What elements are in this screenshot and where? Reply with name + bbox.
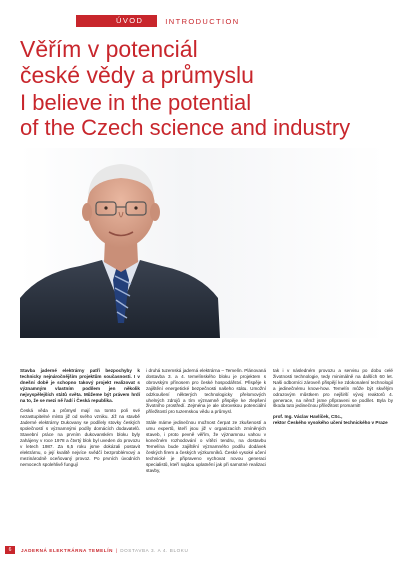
- headline-en-line2: of the Czech science and industry: [20, 115, 351, 140]
- paragraph: i druhá tuzemská jaderná elektrárna – Temelín. Plánovaná dostavba 3. a 4. temelínského bloku je projektem s obrovským přínosem pro české hospodářství. Přispěje k zajištění energetické bezpečnosti našeho státu. Umožní odzkoušení některých technologicky přelomových uhelných zdrojů a tím významně přispěje ke zlepšení životního prostředí. Zejména je ale obrovskou potenciální příležitostí pro tuzemskou vědu a průmysl.: [146, 368, 266, 415]
- headline-cz-line2: české vědy a průmyslu: [20, 62, 254, 88]
- footer-title: DOSTAVBA 3. A 4. BLOKU: [120, 547, 189, 553]
- headline-en-line1: I believe in the potential: [20, 90, 252, 115]
- portrait-photo: [20, 148, 385, 338]
- lead-paragraph: Stavba jaderné elektrárny patří bezpochyby k technicky nejnáročnějším projektům současnosti. I v dnešní době je schopno takový projekt realizovat s významným vlastním podílem jen několik nejvyspělejších států světa. Můžeme být právem hrdí na to, že se mezi ně řadí i Česká republika.: [20, 368, 140, 403]
- page-number: 6: [5, 546, 15, 554]
- footer-separator: |: [116, 547, 118, 553]
- headline-en: [20, 90, 400, 140]
- footer-publication: JADERNÁ ELEKTRÁRNA TEMELÍN: [21, 547, 113, 553]
- text-column-1: [20, 368, 140, 473]
- section-label-bar: [76, 15, 240, 27]
- section-label-cz: ÚVOD: [76, 15, 157, 27]
- author-name: prof. Ing. Václav Havlíček, CSc.,: [273, 414, 343, 420]
- author-role: rektor Českého vysokého učení technického v Praze: [273, 420, 388, 426]
- paragraph: Stále máme jedinečnou možnost čerpat ze zkušeností a umu expertů, kteří jsou již v organizacích zmíněných staveb, i proto pevně věřím, že významnou vahou v konečném rozhodování o vítězi tendru, na dostavbu Temelína bude zajištění významného podílu dodávek českých firem a českých výzkumníků. České vysoké učení technické je připraveno vychovat novou generaci specialistů, kteří najdou uplatnění jak při samotné realizaci stavby,: [146, 420, 266, 473]
- paragraph: Česká věda a průmysl mají na tomto poli své nezastupitelné místo již od svého vzniku. Již na stavbě Jaderné elektrárny Dukovany se podílely stovky českých společností s významnými podíly domácích dodavatelů. Stavební práce na prvním dukovanském bloku byly zahájeny v roce 1978 a čtvrtý blok byl uveden do provozu v letech 1987. Za 6,5 roku jsme dokázali postavit elektrárnu, o její kvalitě nejvíce svědčí bezproblémový a mezinárodně oceňovaný provoz. Po prvních úvodních nemocech spolehlivě fungují: [20, 408, 140, 467]
- text-column-2: [146, 368, 266, 478]
- author-signature: [273, 414, 393, 426]
- page-footer: [5, 546, 188, 554]
- text-column-3: [273, 368, 393, 431]
- portrait-illustration: [20, 148, 385, 338]
- section-label-en: INTRODUCTION: [165, 16, 240, 26]
- paragraph: tak i v následném provozu a servisu po dobu celé životnosti technologie, tedy minimálně na dalších 60 let. Naši odborníci zároveň přispějí ke zdokonalení technologií a jedinečnému know-how. Temelín může být skvělým odrazovým můstkem pro nejširší vývoj reaktorů 4. generace, na němž jsme připraveni se podílet. Byla by škoda tuto jedinečnou příležitost promarnit!: [273, 368, 393, 409]
- headline-cz-line1: Věřím v potenciál: [20, 36, 198, 62]
- headline-cz: [20, 36, 390, 88]
